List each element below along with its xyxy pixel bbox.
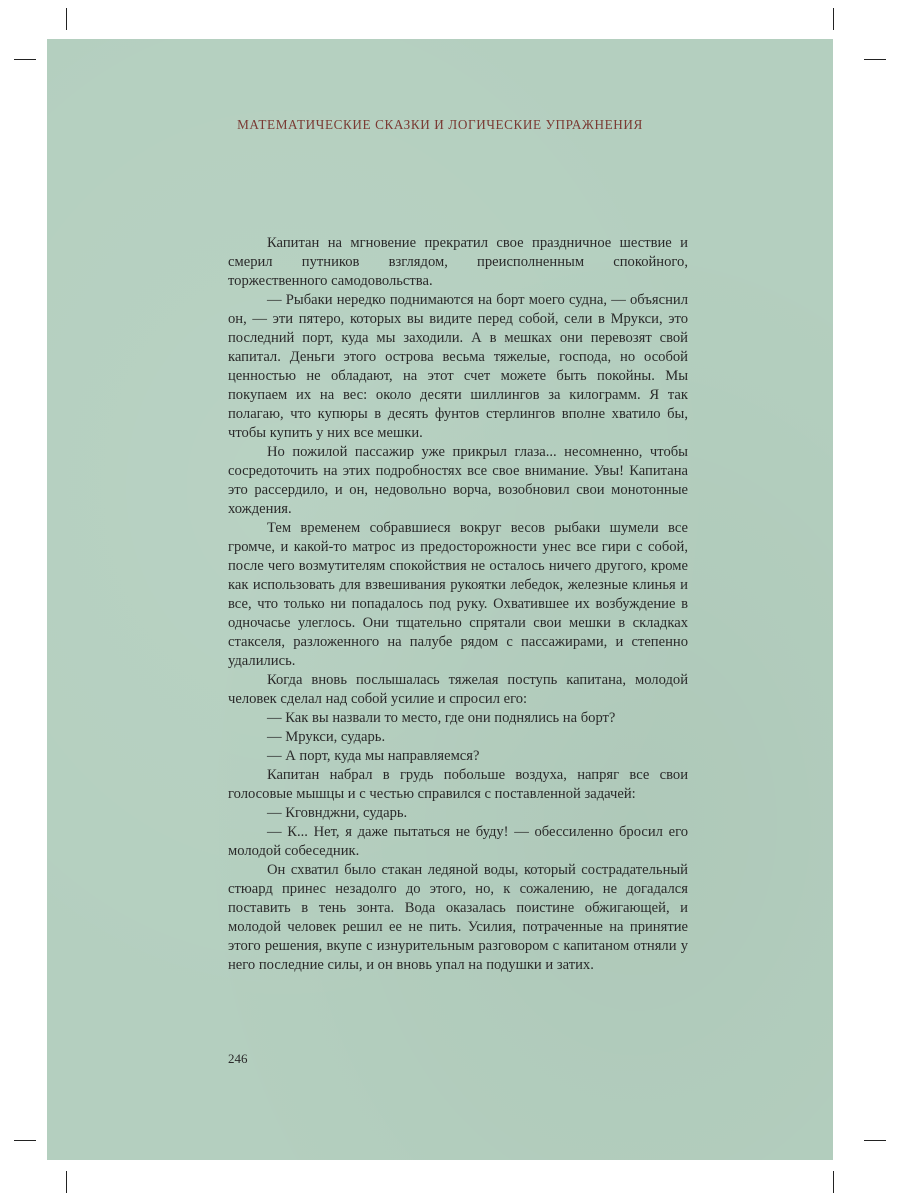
paragraph: Когда вновь послышалась тяжелая поступь капитана, молодой человек сделал над собой усилие и спросил его:	[228, 672, 688, 707]
crop-mark-bottom-right-horizontal	[864, 1140, 886, 1141]
body-text	[228, 234, 688, 975]
crop-mark-bottom-left-vertical	[66, 1171, 67, 1193]
paragraph: Он схватил было стакан ледяной воды, который сострадательный стюард принес незадолго до этого, но, к сожалению, не догадался поставить в тень зонта. Вода оказалась поистине обжигающей, и молодой человек решил ее не пить. Усилия, потраченные на принятие этого решения, вкупе с изнурительным разговором с капитаном отняли у него последние силы, и он вновь упал на подушки и затих.	[228, 862, 688, 973]
crop-mark-top-left-horizontal	[14, 59, 36, 60]
page-number: 246	[228, 1051, 248, 1066]
paragraph: — Рыбаки нередко поднимаются на борт моего судна, — объяснил он, — эти пятеро, которых вы видите перед собой, сели в Мрукси, это последний порт, куда мы заходили. А в мешках они перевозят свой капитал. Деньги этого острова весьма тяжелые, господа, но особой ценностью не обладают, на этот счет можете быть покойны. Мы покупаем их на вес: около десяти шиллингов за килограмм. Я так полагаю, что купюры в десять фунтов стерлингов вполне хватило бы, чтобы купить у них все мешки.	[228, 292, 688, 441]
paragraph: Но пожилой пассажир уже прикрыл глаза... несомненно, чтобы сосредоточить на этих подробностях все свое внимание. Увы! Капитана это рассердило, и он, недовольно ворча, возобновил свои монотонные хождения.	[228, 444, 688, 517]
book-page	[47, 39, 833, 1160]
paragraph: Капитан на мгновение прекратил свое праздничное шествие и смерил путников взглядом, преисполненным спокойного, торжественного самодовольства.	[228, 235, 688, 289]
paragraph: Тем временем собравшиеся вокруг весов рыбаки шумели все громче, и какой-то матрос из предосторожности унес все гири с собой, после чего возмутителям спокойствия не осталось ничего другого, кроме как использовать для взвешивания рукоятки лебедок, железные клинья и все, что только ни попадалось под руку. Охватившее их возбуждение в одночасье улеглось. Они тщательно спрятали свои мешки в складках стакселя, разложенного на палубе рядом с пассажирами, и степенно удалились.	[228, 520, 688, 669]
dialogue-line: — К... Нет, я даже пытаться не буду! — обессиленно бросил его молодой собеседник.	[228, 824, 688, 859]
dialogue-line: — Кговнджни, сударь.	[267, 805, 408, 821]
running-head: МАТЕМАТИЧЕСКИЕ СКАЗКИ И ЛОГИЧЕСКИЕ УПРАЖНЕНИЯ	[237, 117, 643, 132]
crop-mark-top-right-horizontal	[864, 59, 886, 60]
crop-mark-bottom-left-horizontal	[14, 1140, 36, 1141]
dialogue-line: — Мрукси, сударь.	[267, 729, 386, 745]
paragraph: Капитан набрал в грудь побольше воздуха, напряг все свои голосовые мышцы и с честью справился с поставленной задачей:	[228, 767, 688, 802]
dialogue-line: — А порт, куда мы направляемся?	[267, 748, 480, 764]
crop-mark-bottom-right-vertical	[833, 1171, 834, 1193]
dialogue-line: — Как вы назвали то место, где они поднялись на борт?	[267, 710, 616, 726]
crop-mark-top-left-vertical	[66, 8, 67, 30]
crop-mark-top-right-vertical	[833, 8, 834, 30]
